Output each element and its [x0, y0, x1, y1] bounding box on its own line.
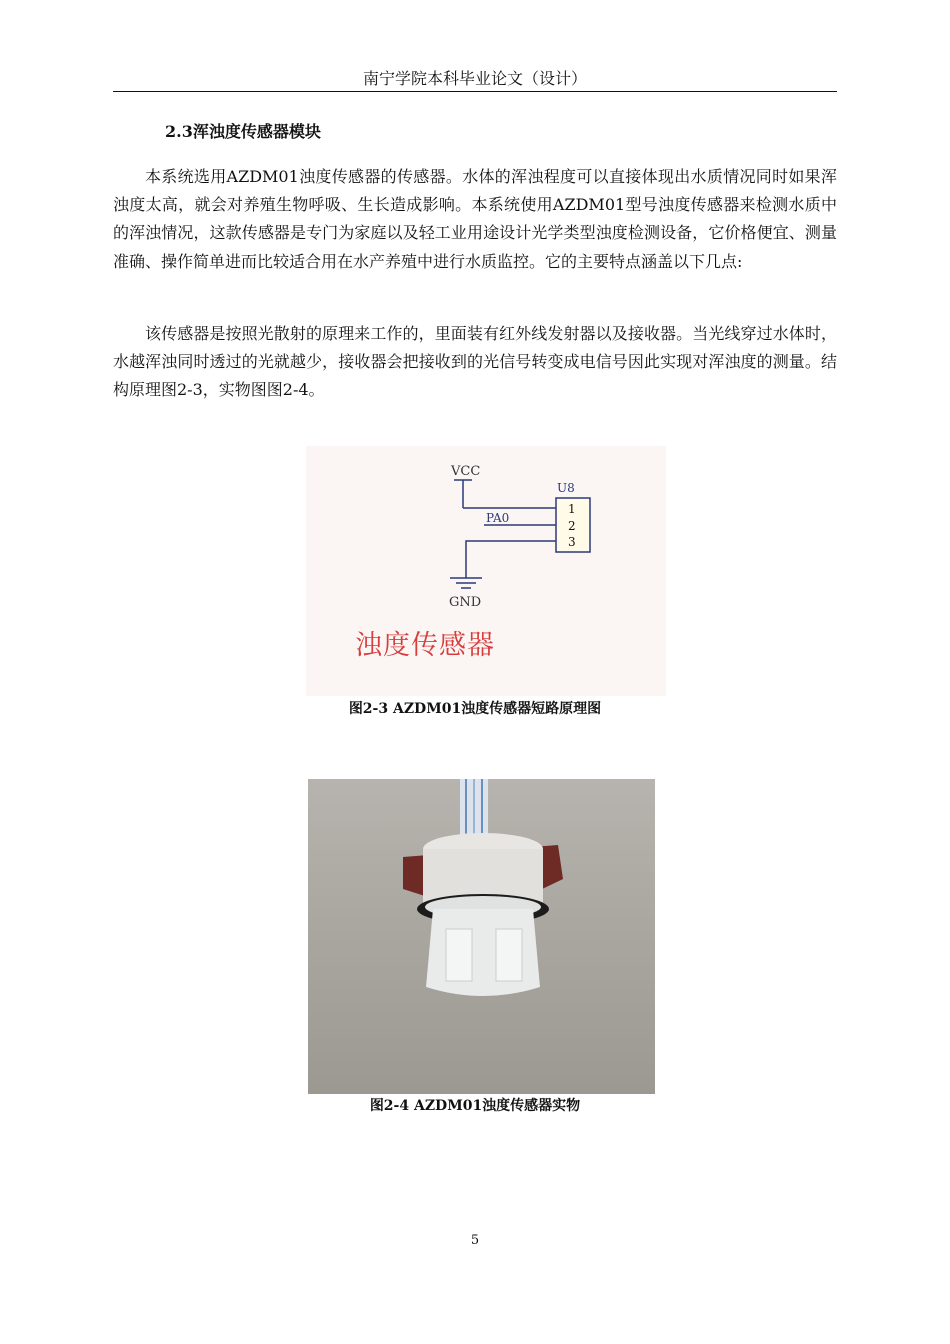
paragraph-1: 本系统选用AZDM01浊度传感器的传感器。水体的浑浊程度可以直接体现出水质情况同时如果浑浊度太高，就会对养殖生物呼吸、生长造成影响。本系统使用AZDM01型号浊度传感器来检测水质中的浑浊情况，这款传感器是专门为家庭以及轻工业用途设计光学类型浊度检测设备，它价格便宜、测量准确、操作简单进而比较适合用在水产养殖中进行水质监控。它的主要特点涵盖以下几点: — [113, 167, 837, 271]
figure-2-3-caption: 图2-3 AZDM01浊度传感器短路原理图 — [348, 701, 602, 717]
gnd-label: GND — [449, 595, 482, 610]
wire-pin3 — [466, 541, 556, 578]
pin-1-label: 1 — [568, 502, 576, 516]
sensor-photo-illustration — [308, 779, 655, 1094]
sensor-body — [426, 909, 540, 996]
page-number: 5 — [470, 1233, 480, 1248]
figure-2-4-caption: 图2-4 AZDM01浊度传感器实物 — [369, 1098, 581, 1114]
sensor-chinese-label: 浊度传感器 — [355, 630, 495, 661]
figure-schematic — [306, 446, 666, 696]
page-header: 南宁学院本科毕业论文（设计） — [362, 69, 587, 88]
section-title: 2.3浑浊度传感器模块 — [165, 122, 321, 141]
chip-ref-label: U8 — [557, 481, 575, 495]
figure-sensor-photo — [308, 779, 655, 1094]
vcc-label: VCC — [451, 464, 481, 479]
pin-2-label: 2 — [568, 519, 576, 533]
pa0-label: PA0 — [486, 511, 510, 525]
header-rule — [113, 91, 837, 92]
pin-3-label: 3 — [568, 535, 576, 549]
paragraph-2: 该传感器是按照光散射的原理来工作的，里面装有红外线发射器以及接收器。当光线穿过水体时，水越浑浊同时透过的光就越少，接收器会把接收到的光信号转变成电信号因此实现对浑浊度的测量。结构原理图2-3，实物图图2-4。 — [113, 324, 837, 400]
